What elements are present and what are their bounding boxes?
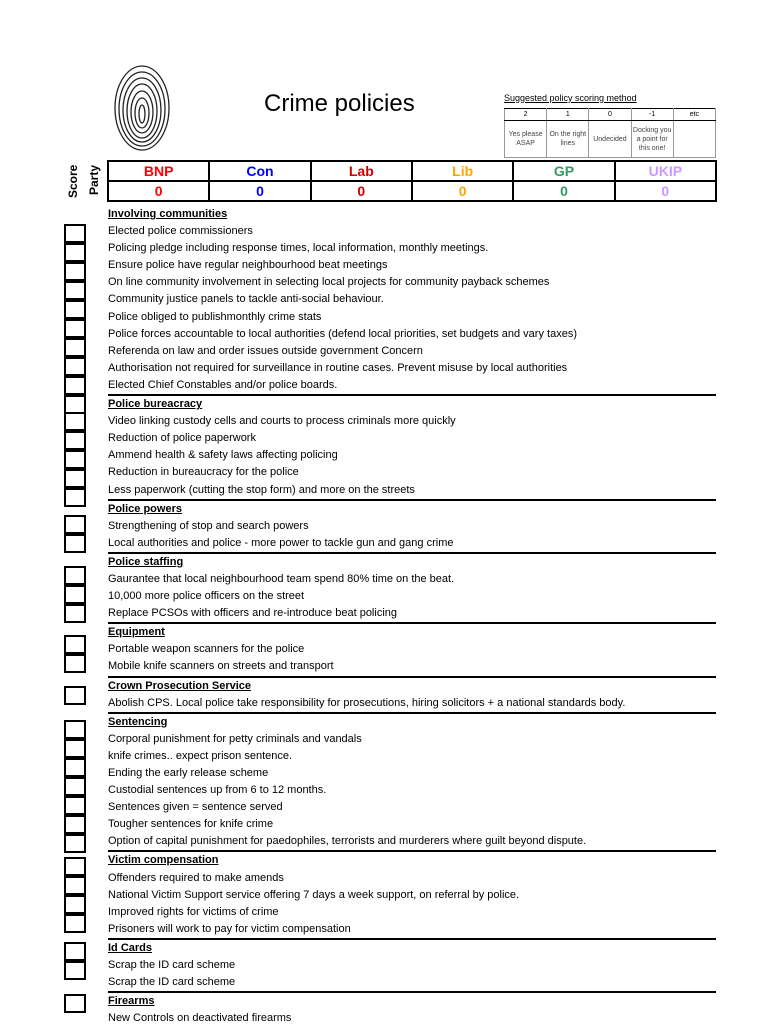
score-checkbox[interactable]	[64, 914, 86, 933]
policy-item: Authorisation not required for surveillance in routine cases. Prevent misuse by local authorities	[108, 361, 568, 374]
policy-item: Corporal punishment for petty criminals and vandals	[108, 732, 362, 745]
policy-item: Video linking custody cells and courts to process criminals more quickly	[108, 415, 456, 428]
section-heading: Victim compensation	[108, 850, 716, 869]
fingerprint-image	[112, 62, 172, 152]
score-checkbox[interactable]	[64, 720, 86, 739]
legend-value: 2	[505, 109, 547, 121]
policy-item: Local authorities and police - more power to tackle gun and gang crime	[108, 536, 454, 549]
policy-item: Scrap the ID card scheme	[108, 959, 236, 972]
score-checkbox[interactable]	[64, 412, 86, 431]
policy-item: knife crimes.. expect prison sentence.	[108, 749, 293, 762]
policy-item: Improved rights for victims of crime	[108, 905, 279, 918]
policy-item: On line community involvement in selecting local projects for community payback schemes	[108, 276, 550, 289]
policy-item: Ending the early release scheme	[108, 767, 269, 779]
score-checkbox[interactable]	[64, 777, 86, 796]
section-heading: Involving communities	[108, 208, 228, 220]
score-checkbox[interactable]	[64, 834, 86, 853]
score-checkbox[interactable]	[64, 994, 86, 1013]
score-checkbox[interactable]	[64, 566, 86, 585]
policy-item: Reduction of police paperwork	[108, 432, 256, 445]
party-name-con: Con	[209, 161, 310, 181]
score-checkbox[interactable]	[64, 796, 86, 815]
policy-item: Portable weapon scanners for the police	[108, 643, 305, 656]
policy-item: Gaurantee that local neighbourhood team spend 80% time on the beat.	[108, 572, 455, 585]
policy-item: Referenda on law and order issues outside government Concern	[108, 344, 423, 357]
policy-item: Tougher sentences for knife crime	[108, 818, 274, 831]
policy-list	[108, 206, 716, 1027]
score-checkbox[interactable]	[64, 876, 86, 895]
score-box-group	[64, 566, 86, 623]
party-score-lab: 0	[311, 181, 412, 201]
party-score-gp: 0	[513, 181, 614, 201]
score-checkbox[interactable]	[64, 534, 86, 553]
policy-item: Police forces accountable to local authorities (defend local priorities, set budgets and vary taxes)	[108, 327, 577, 340]
score-checkbox[interactable]	[64, 224, 86, 243]
score-checkbox[interactable]	[64, 376, 86, 395]
page-title: Crime policies	[264, 90, 415, 117]
policy-item: Ensure police have regular neighbourhood beat meetings	[108, 259, 388, 272]
policy-item: National Victim Support service offering 7 days a week support, on referral by police.	[108, 888, 520, 901]
score-label: Score	[66, 164, 80, 198]
score-checkbox[interactable]	[64, 243, 86, 262]
policy-item: New Controls on deactivated firearms	[108, 1012, 292, 1025]
policy-item: Less paperwork (cutting the stop form) and more on the streets	[108, 483, 415, 496]
score-checkbox[interactable]	[64, 319, 86, 338]
score-checkbox[interactable]	[64, 635, 86, 654]
legend-value: 1	[547, 109, 589, 121]
legend-desc: Docking you a point for this one!	[631, 121, 673, 158]
party-name-ukip: UKIP	[615, 161, 716, 181]
policy-item: Elected Chief Constables and/or police boards.	[108, 378, 338, 391]
score-checkbox[interactable]	[64, 815, 86, 834]
score-checkbox[interactable]	[64, 488, 86, 507]
policy-item: Replace PCSOs with officers and re-introduce beat policing	[108, 607, 398, 620]
policy-item: Mobile knife scanners on streets and transport	[108, 660, 334, 673]
party-score-con: 0	[209, 181, 310, 201]
score-checkbox[interactable]	[64, 262, 86, 281]
legend-desc: Yes please ASAP	[505, 121, 547, 158]
party-score-lib: 0	[412, 181, 513, 201]
policy-item: Ammend health & safety laws affecting policing	[108, 449, 338, 462]
score-box-group	[64, 515, 86, 553]
legend-desc	[673, 121, 715, 158]
policy-item: Prisoners will work to pay for victim compensation	[108, 922, 351, 935]
policy-item: Custodial sentences up from 6 to 12 months.	[108, 784, 327, 797]
policy-item: Option of capital punishment for paedophiles, terrorists and murderers where guilt beyond dispute.	[108, 835, 587, 848]
party-score-ukip: 0	[615, 181, 716, 201]
score-box-group	[64, 224, 86, 414]
party-name-lib: Lib	[412, 161, 513, 181]
policy-item: Policing pledge including response times, local information, monthly meetings.	[108, 242, 489, 255]
legend-title: Suggested policy scoring method	[504, 93, 637, 103]
score-box-group	[64, 994, 86, 1013]
score-checkbox[interactable]	[64, 515, 86, 534]
legend-table	[504, 108, 716, 158]
score-checkbox[interactable]	[64, 758, 86, 777]
score-checkbox[interactable]	[64, 895, 86, 914]
section-heading: Police staffing	[108, 552, 716, 571]
policy-item: Reduction in bureaucracy for the police	[108, 466, 299, 479]
score-checkbox[interactable]	[64, 431, 86, 450]
score-checkbox[interactable]	[64, 961, 86, 980]
score-box-group	[64, 686, 86, 705]
score-checkbox[interactable]	[64, 585, 86, 604]
score-box-group	[64, 857, 86, 933]
party-name-lab: Lab	[311, 161, 412, 181]
policy-item: Scrap the ID card scheme	[108, 976, 236, 989]
score-checkbox[interactable]	[64, 604, 86, 623]
party-name-gp: GP	[513, 161, 614, 181]
section-heading: Sentencing	[108, 712, 716, 731]
policy-item: Community justice panels to tackle anti-social behaviour.	[108, 293, 384, 306]
section-heading: Equipment	[108, 622, 716, 641]
score-box-group	[64, 635, 86, 673]
score-checkbox[interactable]	[64, 857, 86, 876]
party-name-bnp: BNP	[108, 161, 209, 181]
score-box-group	[64, 720, 86, 853]
section-heading: Id Cards	[108, 938, 716, 957]
score-checkbox[interactable]	[64, 739, 86, 758]
score-box-group	[64, 942, 86, 980]
score-checkbox[interactable]	[64, 281, 86, 300]
score-checkbox[interactable]	[64, 450, 86, 469]
policy-item: Police obliged to publishmonthly crime stats	[108, 310, 322, 323]
scoring-legend	[504, 93, 716, 158]
section-heading: Crown Prosecution Service	[108, 676, 716, 695]
legend-value: 0	[589, 109, 631, 121]
section-heading: Firearms	[108, 991, 716, 1010]
party-label: Party	[87, 164, 101, 195]
policy-item: 10,000 more police officers on the street	[108, 590, 305, 603]
section-heading: Police bureacracy	[108, 394, 716, 413]
policy-item: Elected police commissioners	[108, 225, 253, 238]
score-checkbox[interactable]	[64, 686, 86, 705]
party-score-bnp: 0	[108, 181, 209, 201]
legend-desc: Undecided	[589, 121, 631, 158]
legend-value: etc	[673, 109, 715, 121]
policy-item: Offenders required to make amends	[108, 871, 284, 884]
party-score-table	[107, 160, 717, 202]
policy-item: Abolish CPS. Local police take responsibility for prosecutions, hiring solicitors + a national standards body.	[108, 696, 626, 709]
score-checkbox[interactable]	[64, 338, 86, 357]
policy-item: Strengthening of stop and search powers	[108, 519, 309, 532]
score-checkbox[interactable]	[64, 654, 86, 673]
score-checkbox[interactable]	[64, 942, 86, 961]
section-heading: Police powers	[108, 499, 716, 518]
legend-desc: On the right lines	[547, 121, 589, 158]
score-checkbox[interactable]	[64, 300, 86, 319]
policy-item: Sentences given = sentence served	[108, 801, 283, 814]
legend-value: -1	[631, 109, 673, 121]
score-box-group	[64, 412, 86, 507]
score-checkbox[interactable]	[64, 357, 86, 376]
score-checkbox[interactable]	[64, 469, 86, 488]
